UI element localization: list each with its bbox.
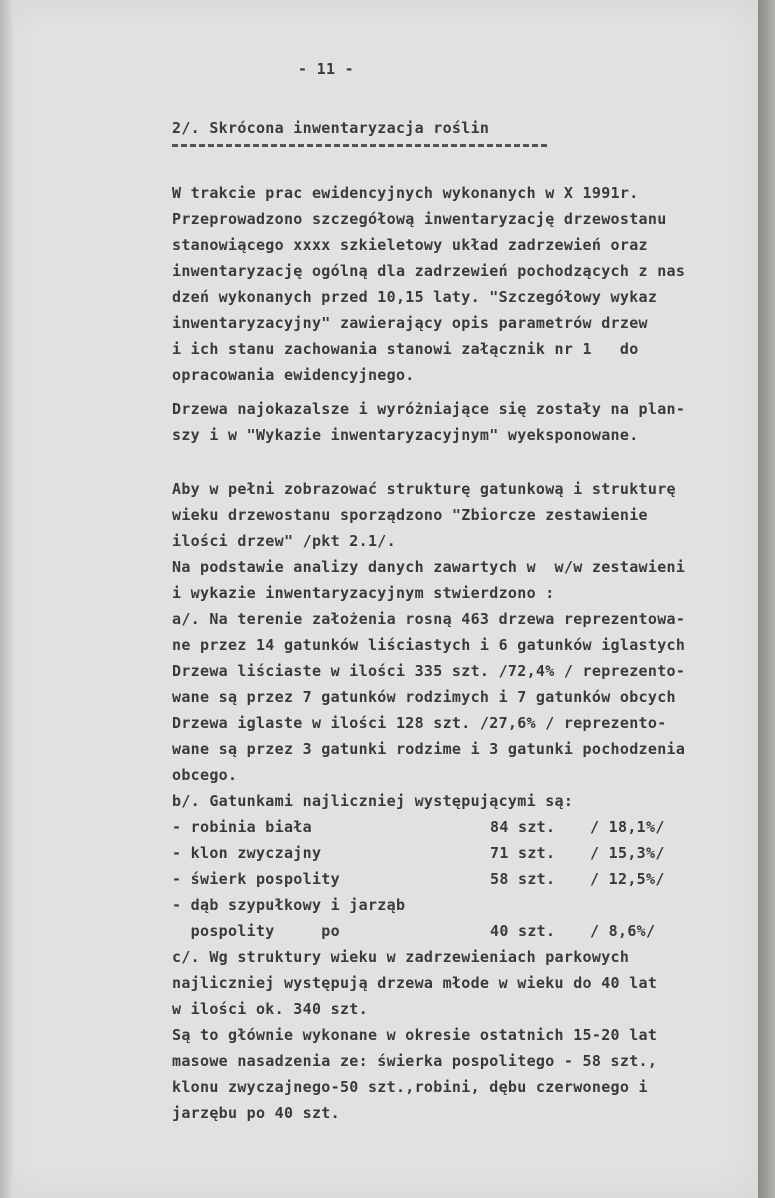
- species-name: pospolity po: [172, 922, 340, 940]
- paragraph2-line: ilości drzew" /pkt 2.1/.: [172, 532, 396, 550]
- species-pct: / 12,5%/: [590, 870, 665, 888]
- page-left-shadow: [0, 0, 14, 1198]
- paragraph1-line: stanowiącego xxxx szkieletowy układ zadrzewień oraz: [172, 236, 648, 254]
- species-name: - klon zwyczajny: [172, 844, 322, 862]
- paragraph3-line: najliczniej występują drzewa młode w wieku do 40 lat: [172, 974, 658, 992]
- paragraph2-line: i wykazie inwentaryzacyjnym stwierdzono :: [172, 584, 555, 602]
- paragraph1-line: inwentaryzację ogólną dla zadrzewień pochodzących z nas: [172, 262, 686, 280]
- paragraph1-line: Drzewa najokazalsze i wyróżniające się zostały na plan-: [172, 400, 686, 418]
- paragraph2-line: Na podstawie analizy danych zawartych w w/w zestawieni: [172, 558, 686, 576]
- species-qty: 71 szt.: [490, 844, 556, 862]
- paragraph3-line: klonu zwyczajnego-50 szt.,robini, dębu czerwonego i: [172, 1078, 648, 1096]
- species-name: - dąb szypułkowy i jarząb: [172, 896, 406, 914]
- paragraph2-line: ne przez 14 gatunków liściastych i 6 gatunków iglastych: [172, 636, 686, 654]
- species-name: - robinia biała: [172, 818, 312, 836]
- paragraph2-line: wane są przez 3 gatunki rodzime i 3 gatunki pochodzenia: [172, 740, 686, 758]
- paragraph1-line: inwentaryzacyjny" zawierający opis parametrów drzew: [172, 314, 648, 332]
- heading-underline: [172, 144, 547, 147]
- paragraph3-line: jarzębu po 40 szt.: [172, 1104, 340, 1122]
- species-qty: 40 szt.: [490, 922, 556, 940]
- paragraph1-line: Przeprowadzono szczegółową inwentaryzację drzewostanu: [172, 210, 667, 228]
- species-pct: / 15,3%/: [590, 844, 665, 862]
- paragraph2-line: a/. Na terenie założenia rosną 463 drzewa reprezentowa-: [172, 610, 686, 628]
- paragraph1-line: dzeń wykonanych przed 10,15 laty. "Szczegółowy wykaz: [172, 288, 658, 306]
- species-name: - świerk pospolity: [172, 870, 340, 888]
- paragraph1-line: i ich stanu zachowania stanowi załącznik nr 1 do: [172, 340, 639, 358]
- paragraph3-line: c/. Wg struktury wieku w zadrzewieniach parkowych: [172, 948, 630, 966]
- page-number: - 11 -: [298, 60, 354, 78]
- paragraph3-line: masowe nasadzenia ze: świerka pospolitego - 58 szt.,: [172, 1052, 658, 1070]
- paragraph2-line: Aby w pełni zobrazować strukturę gatunkową i strukturę: [172, 480, 676, 498]
- section-heading: 2/. Skrócona inwentaryzacja roślin: [172, 119, 490, 137]
- paragraph2-line: wane są przez 7 gatunków rodzimych i 7 gatunków obcych: [172, 688, 676, 706]
- paragraph2-line: Drzewa liściaste w ilości 335 szt. /72,4% / reprezento-: [172, 662, 686, 680]
- page-right-edge: [758, 0, 775, 1198]
- species-pct: / 18,1%/: [590, 818, 665, 836]
- paragraph3-line: w ilości ok. 340 szt.: [172, 1000, 368, 1018]
- paragraph2-line: b/. Gatunkami najliczniej występującymi są:: [172, 792, 574, 810]
- paragraph1-line: W trakcie prac ewidencyjnych wykonanych w X 1991r.: [172, 184, 639, 202]
- paragraph1-line: opracowania ewidencyjnego.: [172, 366, 415, 384]
- paragraph2-line: wieku drzewostanu sporządzono "Zbiorcze zestawienie: [172, 506, 648, 524]
- paragraph1-line: szy i w "Wykazie inwentaryzacyjnym" wyeksponowane.: [172, 426, 639, 444]
- paragraph2-line: Drzewa iglaste w ilości 128 szt. /27,6% / reprezento-: [172, 714, 667, 732]
- paragraph2-line: obcego.: [172, 766, 238, 784]
- species-qty: 84 szt.: [490, 818, 556, 836]
- species-qty: 58 szt.: [490, 870, 556, 888]
- paragraph3-line: Są to głównie wykonane w okresie ostatnich 15-20 lat: [172, 1026, 658, 1044]
- species-pct: / 8,6%/: [590, 922, 656, 940]
